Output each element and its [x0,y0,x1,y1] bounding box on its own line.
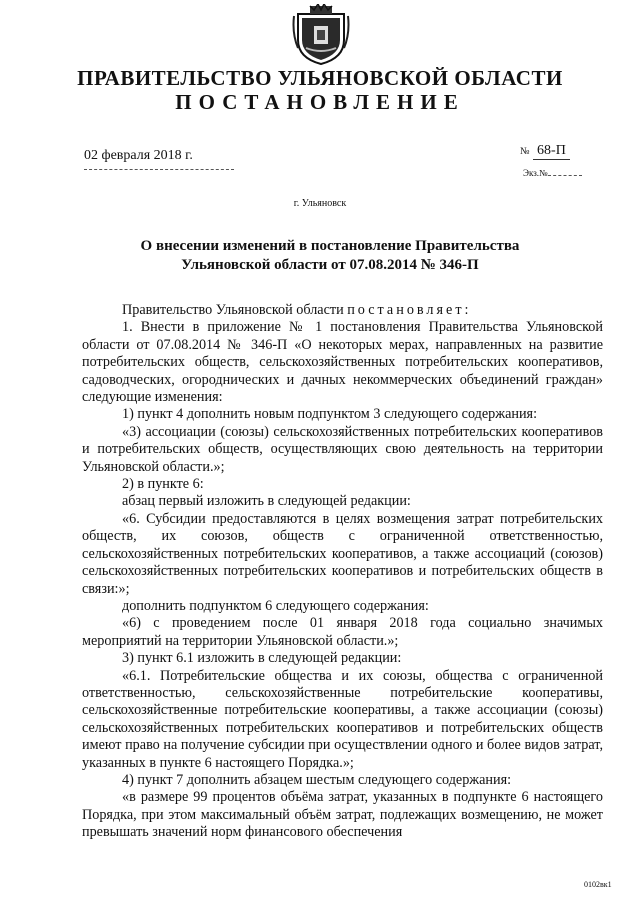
subject-line: О внесении изменений в постановление Правительства [140,238,520,254]
document-type: ПОСТАНОВЛЕНИЕ [175,90,465,114]
body-paragraph: «3) ассоциации (союзы) сельскохозяйственных потребительских кооперативов и потребительских обществ, осуществляющих свою деятельность на территории Ульяновской области.»; [82,423,603,475]
city: г. Ульяновск [293,198,347,209]
intro-paragraph [82,302,603,319]
coat-of-arms-icon [292,4,350,66]
body-paragraph: 1. Внести в приложение № 1 постановления Правительства Ульяновской области от 07.08.2014 № 346-П «О некоторых мерах, направленных на развитие потребительских обществ, сельскохозяйственных потребительских кооперативов, садоводческих, огороднических и дачных некоммерческих объединений граждан» следующие изменения: [82,319,603,406]
copy-blank [548,175,582,176]
subject-line: Ульяновской области от 07.08.2014 № 346-П [181,257,479,273]
body-paragraph: дополнить подпунктом 6 следующего содержания: [122,597,429,614]
body-paragraph: «6) с проведением после 01 января 2018 года социально значимых мероприятий на территории Ульяновской области.»; [82,615,603,649]
decree-number-block [520,143,570,160]
document-body [82,302,603,842]
body-paragraph: «6. Субсидии предоставляются в целях возмещения затрат потребительских обществ, их союзов, обществ с ограниченной ответственностью, сельскохозяйственных потребительских кооперативов, а также ассоциаций (союзов) сельскохозяйственных потребительских кооперативов и потребительских обществ в связи:»; [82,510,603,597]
footer-code: 0102вк1 [584,880,612,889]
decree-date: 02 февраля 2018 г. [84,148,193,163]
body-paragraph: «6.1. Потребительские общества и их союзы, общества с ограниченной ответственностью, сельскохозяйственные потребительские кооперативы, сельскохозяйственные потребительские кооперативы, а также ассоциации (союзы) сельскохозяйственных потребительских кооперативов и потребительских обществ имеют право на получение субсидии при осуществлении одного и более видов затрат, указанных в пункте 6 настоящего Порядка.»; [82,667,603,771]
government-title: ПРАВИТЕЛЬСТВО УЛЬЯНОВСКОЙ ОБЛАСТИ [77,66,563,90]
intro-verb: постановляет: [347,302,472,318]
date-underline [84,169,234,170]
document-subject [120,237,540,275]
intro-subject: Правительство Ульяновской области [122,302,348,318]
number-label: № [520,146,530,157]
body-paragraph: 4) пункт 7 дополнить абзацем шестым следующего содержания: [122,771,512,788]
copy-number-block [523,168,582,178]
decree-number: 68-П [533,143,570,160]
body-paragraph: «в размере 99 процентов объёма затрат, указанных в подпункте 6 настоящего Порядка, при этом максимальный объём затрат, подлежащих возмещению, не может превышать значений норм финансового обеспечения [82,789,603,841]
body-paragraph: 2) в пункте 6: [122,476,204,493]
body-paragraph: 3) пункт 6.1 изложить в следующей редакции: [122,650,402,667]
body-paragraph: абзац первый изложить в следующей редакции: [122,493,411,510]
body-paragraph: 1) пункт 4 дополнить новым подпунктом 3 следующего содержания: [122,406,538,423]
copy-label: Экз.№ [523,168,548,178]
